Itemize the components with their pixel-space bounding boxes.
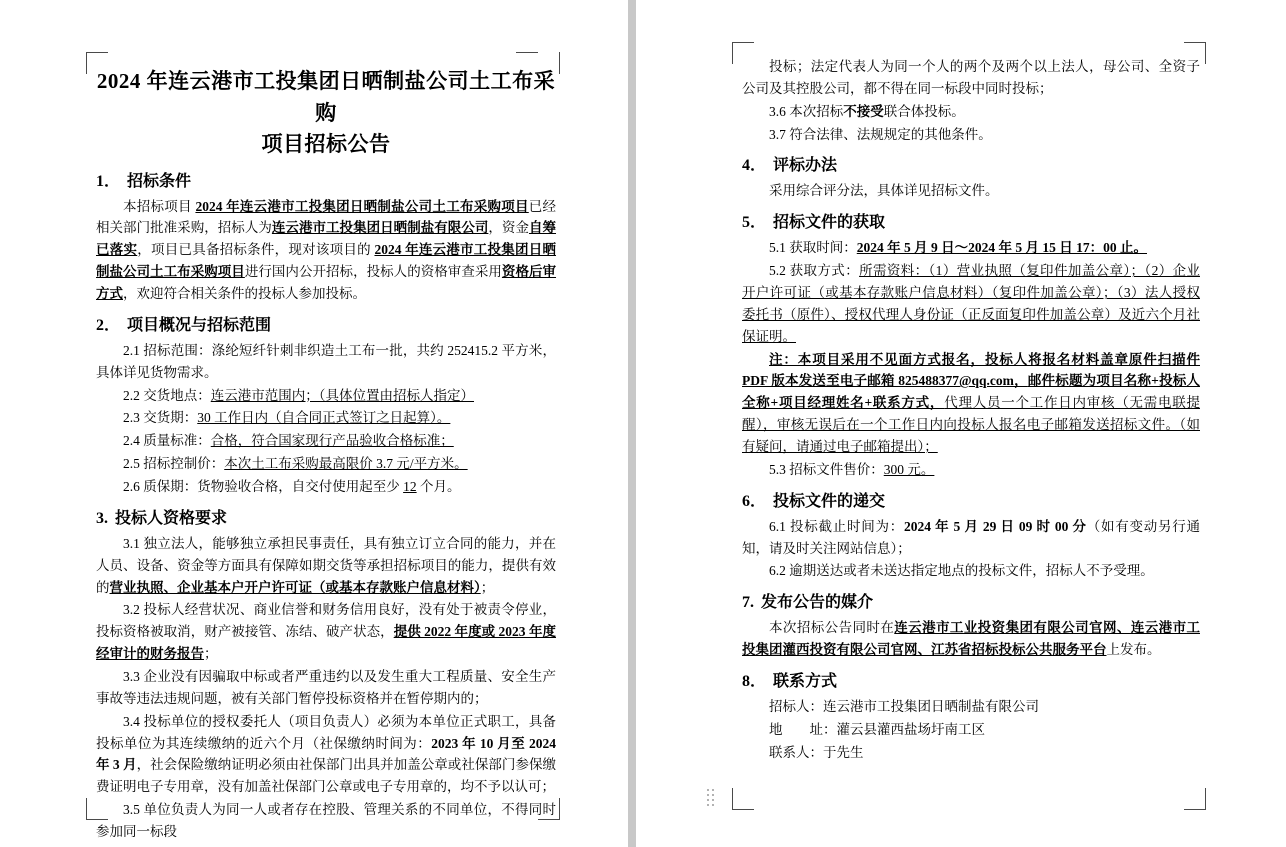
drag-handle[interactable]: [707, 789, 721, 805]
page-title-line1: 2024 年连云港市工投集团日晒制盐公司土工布采购: [96, 69, 556, 125]
text-run: 30 工作日内（自合同正式签订之日起算）。: [197, 410, 451, 426]
section-heading: [742, 211, 1200, 235]
text-run: 邮件标题为项目名称+投标人全称+项目经理姓名+联系方式，: [742, 373, 1200, 411]
paragraph: [742, 260, 1200, 347]
section-number: 2．: [96, 316, 121, 334]
text-run: 营业执照、企业基本户开户许可证（或基本存款账户信息材料）: [109, 579, 481, 595]
section-number: 4．: [742, 157, 767, 175]
paragraph: [742, 516, 1200, 560]
page-title-line2: 项目招标公告: [261, 132, 391, 156]
text-run: 2.5 招标控制价：: [123, 456, 225, 472]
section-title: 投标文件的递交: [773, 492, 886, 510]
section-heading: [742, 154, 1200, 178]
paragraph: [96, 196, 556, 305]
text-run: 6.1 投标截止时间为：: [769, 518, 905, 534]
paragraph: [742, 124, 1200, 146]
text-run: 资格后审方式: [96, 264, 557, 301]
text-run: 2024 年 5 月 29 日 09 时 00 分: [904, 518, 1087, 534]
text-run: 2024 年连云港市工投集团日晒制盐公司土工布采购项目: [96, 242, 557, 280]
text-run: ，项目已具备招标条件，现对该项目的: [137, 242, 375, 258]
paragraph: [742, 696, 1200, 718]
paragraph: [96, 666, 556, 710]
text-run: 进行国内公开招标，投标人的资格审查采用: [244, 264, 502, 280]
paragraph: [742, 237, 1200, 259]
paragraph: [96, 711, 556, 798]
text-run: 所需资料：（1）营业执照（复印件加盖公章）；（2）企业开户许可证（或基本存款账户信息材料）（复印件加盖公章）；（3）法人授权委托书（原件）、授权代理人身份证（正反面复印件加盖公章）及近六个月社保证明。: [742, 263, 1200, 344]
text-run: 自筹已落实: [96, 220, 557, 258]
text-run: 地 址：灌云县灌西盐场圩南工区: [769, 721, 985, 737]
text-run: 3.3 企业没有因骗取中标或者严重违约以及发生重大工程质量、安全生产事故等违法违规问题，被有关部门暂停投标资格并在暂停期内的；: [96, 668, 556, 706]
paragraph: [742, 101, 1200, 123]
text-run: 6.2 逾期送达或者未送达指定地点的投标文件，招标人不予受理。: [769, 563, 1154, 579]
section-number: 5．: [742, 214, 767, 232]
text-run: 3.4 投标单位的授权委托人（项目负责人）必须为本单位正式职工，具备投标单位为其连续缴纳的近六个月（社保缴纳时间为：: [96, 713, 556, 751]
section-number: 7.: [742, 594, 754, 612]
paragraph: [96, 533, 556, 599]
text-run: ；: [204, 646, 218, 662]
page-gutter: [628, 0, 636, 847]
text-run: 招标人：连云港市工投集团日晒制盐有限公司: [769, 699, 1039, 715]
text-run: ；: [480, 579, 495, 595]
text-run: 连云港市范围内；（具体位置由招标人指定）: [210, 387, 474, 403]
text-run: 5.2 获取方式：: [769, 263, 860, 279]
text-run: 3.6 本次招标: [769, 103, 844, 119]
paragraph: [742, 459, 1200, 481]
text-run: 5.1 获取时间：: [769, 240, 857, 256]
text-run: 个月。: [416, 478, 461, 494]
text-run: 2.1 招标范围：涤纶短纤针刺非织造土工布一批，共约 252415.2 平方米，具体详见货物需求。: [96, 342, 556, 380]
page-title: [96, 66, 556, 161]
section-title: 投标人资格要求: [115, 509, 228, 527]
paragraph: [96, 476, 556, 498]
section-number: 6．: [742, 492, 767, 510]
text-run: 代理人员一个工作日内审核（无需电联提醒），审核无误后在一个工作日内向投标人报名电子邮箱发送招标文件。（如有疑问，请通过电子邮箱提出）；: [742, 395, 1200, 455]
text-run: 5.3 招标文件售价：: [769, 461, 884, 477]
text-run: 3.5 单位负责人为同一人或者存在控股、管理关系的不同单位，不得同时参加同一标段: [96, 802, 556, 839]
text-run: 2.2 交货地点：: [123, 387, 211, 403]
section-number: 3.: [96, 509, 108, 527]
text-run: 2.6 质保期：货物验收合格，自交付使用起至少: [123, 478, 404, 494]
text-run: 300 元。: [883, 461, 935, 477]
paragraph: [96, 799, 556, 843]
section-heading: [96, 507, 556, 531]
paragraph: [742, 180, 1200, 202]
text-run: 2.4 质量标准：: [123, 433, 211, 449]
text-run: 2024 年连云港市工投集团日晒制盐公司土工布采购项目: [195, 198, 529, 214]
section-title: 联系方式: [773, 673, 838, 691]
text-run: 注：本项目采用不见面方式报名，投标人将报名材料盖章原件扫描件 PDF 版本发送至电子邮箱 825488377@qq.com，: [742, 351, 1200, 389]
text-run: ，欢迎符合相关条件的投标人参加投标。: [123, 285, 366, 301]
paragraph: [96, 453, 556, 475]
text-run: 3.7 符合法律、法规规定的其他条件。: [769, 126, 992, 142]
right-body: [742, 56, 1200, 764]
section-heading: [742, 490, 1200, 514]
text-run: ，社会保险缴纳证明必须由社保部门出具并加盖公章或社保部门参保缴费证明电子专用章，没有加盖社保部门公章或电子专用章的，均不予以认可；: [96, 757, 557, 795]
text-run: 2023 年 10 月至 2024 年 3 月: [96, 735, 557, 773]
paragraph: [96, 340, 556, 384]
text-run: 本次招标公告同时在: [769, 620, 895, 636]
section-heading: [96, 170, 556, 194]
section-number: 1．: [96, 172, 121, 190]
section-title: 项目概况与招标范围: [127, 316, 272, 334]
paragraph: [96, 430, 556, 452]
paragraph: [742, 560, 1200, 582]
text-run: 本次土工布采购最高限价 3.7 元/平方米。: [224, 456, 468, 472]
text-run: 不接受: [843, 103, 884, 119]
text-run: 2024 年 5 月 9 日～2024 年 5 月 15 日 17：00 止。: [856, 240, 1147, 256]
section-title: 招标文件的获取: [773, 214, 886, 232]
text-run: （如有变动另行通知，请及时关注网站信息）；: [742, 518, 1201, 556]
section-heading: [96, 314, 556, 338]
text-run: 3.1 独立法人，能够独立承担民事责任，具有独立订立合同的能力，并在人员、设备、资金等方面具有保障如期交货等承担招标项目的能力，提供有效的: [96, 535, 556, 595]
left-body: [96, 170, 556, 843]
page-right-content: [742, 56, 1200, 765]
text-run: 投标；法定代表人为同一个人的两个及两个以上法人，母公司、全资子公司及其控股公司，都不得在同一标段中同时投标；: [742, 59, 1200, 96]
text-run: 连云港市工业投资集团有限公司官网、连云港市工投集团灌西投资有限公司官网、江苏省招标投标公共服务平台: [742, 620, 1200, 658]
paragraph: [742, 56, 1200, 100]
section-heading: [742, 591, 1200, 615]
text-run: 连云港市工投集团日晒制盐有限公司: [271, 220, 489, 236]
paragraph: [742, 349, 1200, 458]
text-run: 12: [403, 478, 417, 494]
paragraph: [742, 742, 1200, 764]
paragraph: [742, 719, 1200, 741]
paragraph: [742, 617, 1200, 661]
section-title: 发布公告的媒介: [761, 594, 874, 612]
text-run: 合格，符合国家现行产品验收合格标准；: [210, 433, 454, 449]
text-run: ，资金: [488, 220, 529, 236]
page-left-content: [96, 66, 556, 844]
section-title: 评标办法: [773, 157, 838, 175]
section-title: 招标条件: [127, 172, 192, 190]
text-run: 联系人：于先生: [769, 744, 864, 760]
section-number: 8．: [742, 673, 767, 691]
text-run: 3.2 投标人经营状况、商业信誉和财务信用良好，没有处于被责令停业，投标资格被取消，财产被接管、冻结、破产状态，: [96, 602, 556, 640]
text-run: 2.3 交货期：: [123, 410, 198, 426]
paragraph: [96, 599, 556, 665]
text-run: 本招标项目: [123, 198, 196, 214]
text-run: 联合体投标。: [883, 103, 965, 119]
paragraph: [96, 407, 556, 429]
text-run: 提供 2022 年度或 2023 年度经审计的财务报告: [96, 624, 556, 662]
text-run: 采用综合评分法，具体详见招标文件。: [769, 183, 999, 199]
text-run: 上发布。: [1106, 642, 1161, 658]
text-run: 已经相关部门批准采购，招标人为: [96, 198, 557, 236]
paragraph: [96, 385, 556, 407]
section-heading: [742, 670, 1200, 694]
